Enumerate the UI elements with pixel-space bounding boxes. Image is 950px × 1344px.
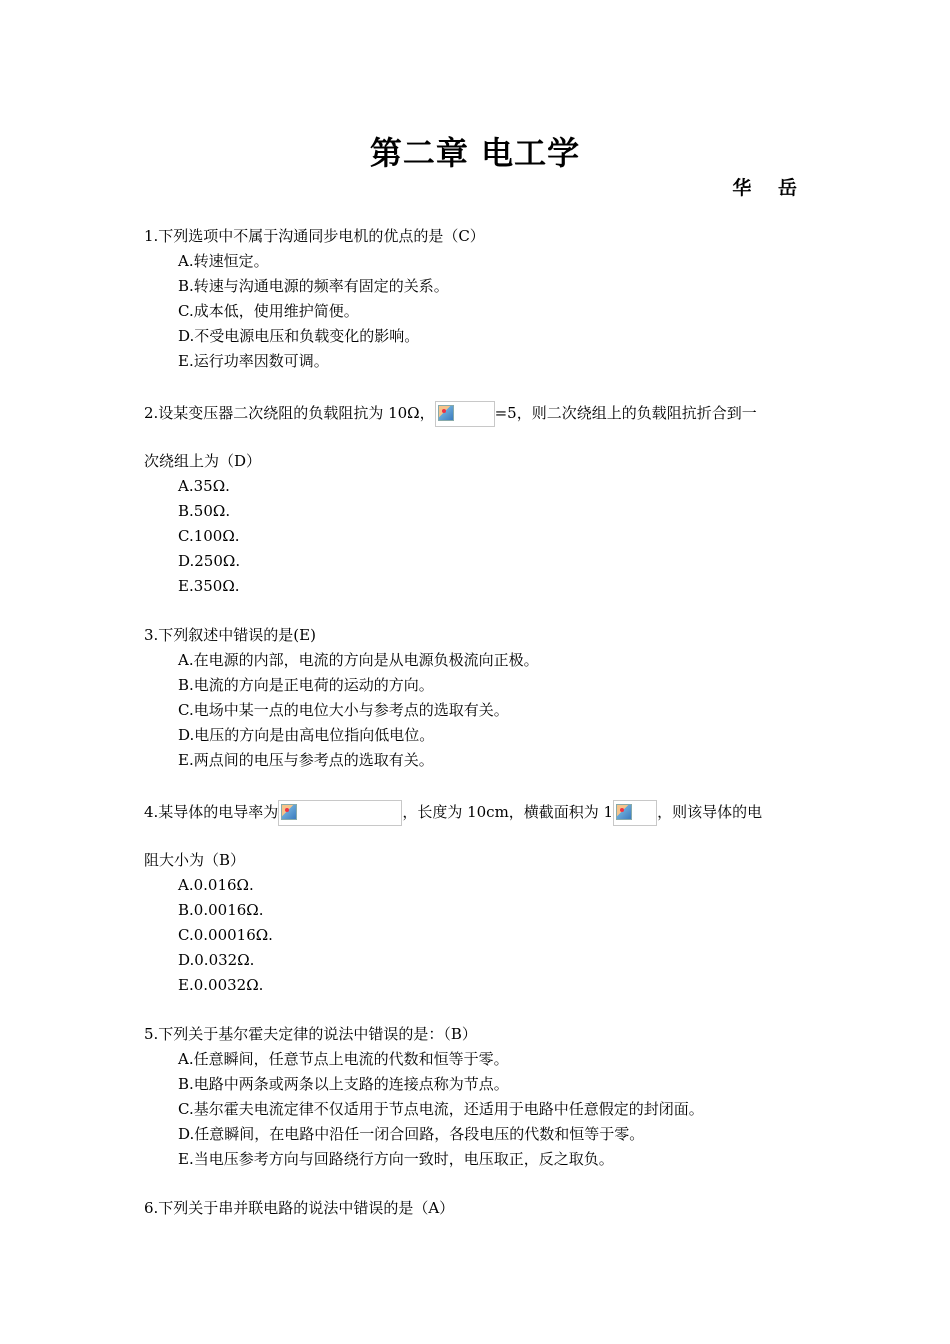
question-3-option-d: D.电压的方向是由高电位指向低电位。: [178, 726, 435, 744]
question-5-option-c: C.基尔霍夫电流定律不仅适用于节点电流，还适用于电路中任意假定的封闭面。: [178, 1100, 704, 1118]
question-1-option-b: B.转速与沟通电源的频率有固定的关系。: [178, 277, 449, 295]
question-3-option-c: C.电场中某一点的电位大小与参考点的选取有关。: [178, 701, 509, 719]
question-2-stem-part2: =5，则二次绕组上的负载阻抗折合到一: [494, 404, 757, 422]
question-2-option-d: D.250Ω.: [178, 552, 241, 570]
question-4-option-e: E.0.0032Ω.: [178, 976, 264, 994]
question-1-option-e: E.运行功率因数可调。: [178, 352, 329, 370]
image-placeholder-icon: [281, 804, 297, 820]
broken-image-icon: [613, 800, 657, 826]
question-4-stem-continued: 阻大小为（B）: [144, 851, 246, 869]
author-name: 华 岳: [732, 177, 807, 199]
question-4-option-a: A.0.016Ω.: [178, 876, 254, 894]
question-2-stem-part1: 2.设某变压器二次绕阻的负载阻抗为 10Ω，: [144, 404, 435, 422]
question-1-stem: 1.下列选项中不属于沟通同步电机的优点的是（C）: [144, 227, 485, 245]
question-5-option-a: A.任意瞬间，任意节点上电流的代数和恒等于零。: [178, 1050, 509, 1068]
question-2-option-a: A.35Ω.: [178, 477, 230, 495]
question-2-stem: [144, 401, 757, 427]
question-3-option-e: E.两点间的电压与参考点的选取有关。: [178, 751, 434, 769]
question-4-stem-part3: ，则该导体的电: [657, 803, 763, 821]
question-3-option-b: B.电流的方向是正电荷的运动的方向。: [178, 676, 434, 694]
image-placeholder-icon: [438, 405, 454, 421]
question-1-option-c: C.成本低，使用维护简便。: [178, 302, 359, 320]
question-5-option-d: D.任意瞬间，在电路中沿任一闭合回路，各段电压的代数和恒等于零。: [178, 1125, 645, 1143]
question-1-option-a: A.转速恒定。: [178, 252, 269, 270]
question-4-option-c: C.0.00016Ω.: [178, 926, 273, 944]
question-4-option-d: D.0.032Ω.: [178, 951, 255, 969]
question-2-option-b: B.50Ω.: [178, 502, 231, 520]
question-2-option-e: E.350Ω.: [178, 577, 240, 595]
question-4-stem: [144, 800, 762, 826]
question-6-stem: 6.下列关于串并联电路的说法中错误的是（A）: [144, 1199, 455, 1217]
question-4-option-b: B.0.0016Ω.: [178, 901, 264, 919]
question-2-option-c: C.100Ω.: [178, 527, 240, 545]
question-2-stem-continued: 次绕组上为（D）: [144, 452, 262, 470]
image-placeholder-icon: [616, 804, 632, 820]
question-4-stem-part2: ，长度为 10cm，横截面积为 1: [402, 803, 614, 821]
question-5-option-e: E.当电压参考方向与回路绕行方向一致时，电压取正，反之取负。: [178, 1150, 614, 1168]
broken-image-icon: [435, 401, 495, 427]
question-5-stem: 5.下列关于基尔霍夫定律的说法中错误的是：（B）: [144, 1025, 477, 1043]
question-1-option-d: D.不受电源电压和负载变化的影响。: [178, 327, 420, 345]
question-3-option-a: A.在电源的内部，电流的方向是从电源负极流向正极。: [178, 651, 539, 669]
broken-image-icon: [278, 800, 402, 826]
page-title: 第二章 电工学: [369, 134, 581, 172]
question-5-option-b: B.电路中两条或两条以上支路的连接点称为节点。: [178, 1075, 509, 1093]
question-4-stem-part1: 4.某导体的电导率为: [144, 803, 279, 821]
question-3-stem: 3.下列叙述中错误的是(E): [144, 626, 316, 644]
